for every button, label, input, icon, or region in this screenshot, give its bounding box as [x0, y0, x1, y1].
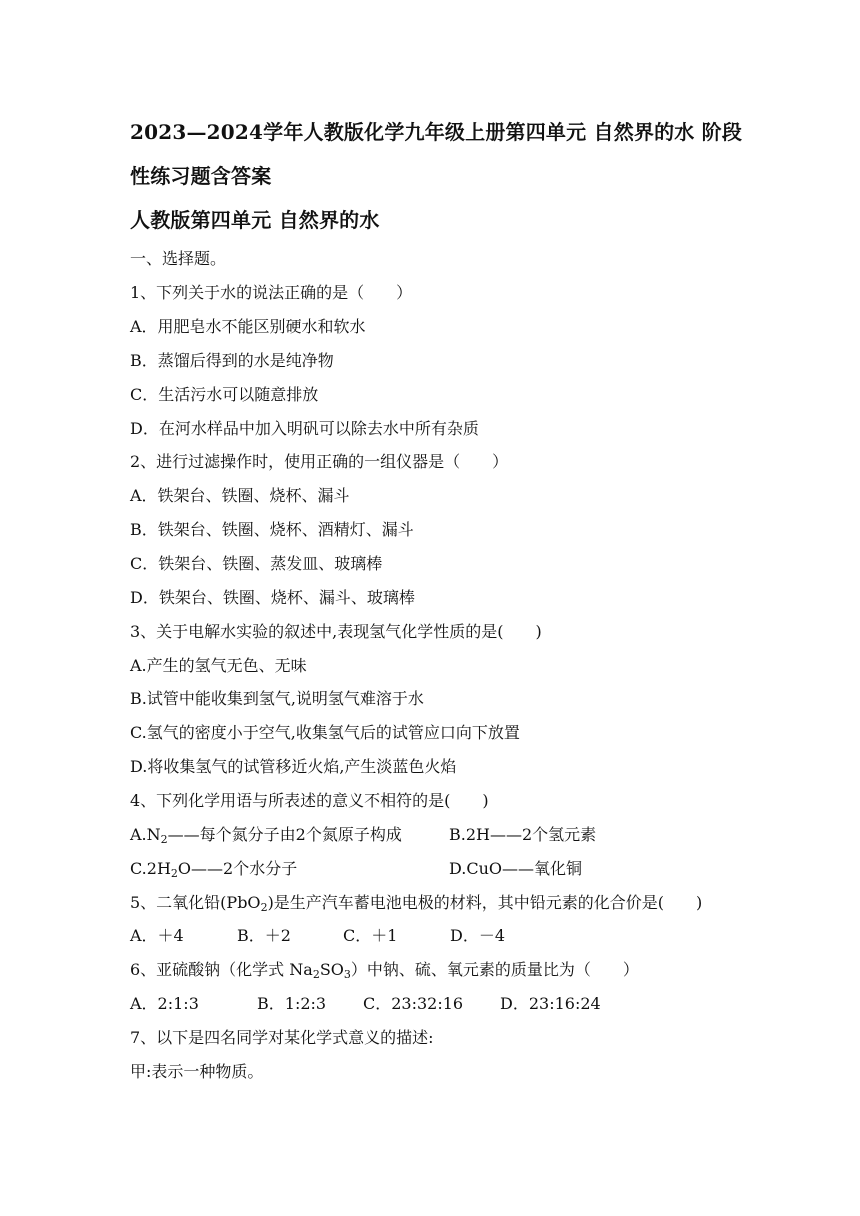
q5-option-a: A．＋4 [130, 926, 184, 945]
q2-option-b: B．铁架台、铁圈、烧杯、酒精灯、漏斗 [130, 520, 414, 539]
document-title-line1: 2023—2024学年人教版化学九年级上册第四单元 自然界的水 阶段 [130, 120, 743, 144]
q5-stem: 5、二氧化铅(PbO$_2$)是生产汽车蓄电池电极的材料，其中铅元素的化合价是( ) [130, 893, 703, 914]
q6-stem: 6、亚硫酸钠（化学式 $Na_2SO_3$）中钠、硫、氧元素的质量比为（ ） [130, 960, 639, 981]
q6-option-d: D．23:16:24 [500, 994, 601, 1013]
q3-option-d: D.将收集氢气的试管移近火焰,产生淡蓝色火焰 [130, 757, 457, 776]
q3-stem: 3、关于电解水实验的叙述中,表现氢气化学性质的是( ) [130, 622, 542, 641]
q7-stem: 7、以下是四名同学对某化学式意义的描述: [130, 1028, 434, 1047]
q2-option-a: A．铁架台、铁圈、烧杯、漏斗 [130, 486, 350, 505]
unit-heading: 人教版第四单元 自然界的水 [130, 208, 380, 232]
q1-option-c: C．生活污水可以随意排放 [130, 385, 319, 404]
q1-option-a: A．用肥皂水不能区别硬水和软水 [130, 317, 366, 336]
q4-option-d: D.CuO——氧化铜 [449, 859, 583, 878]
section-heading: 一、选择题。 [130, 249, 227, 268]
q6-option-c: C．23:32:16 [363, 994, 464, 1013]
q5-option-b: B．＋2 [237, 926, 291, 945]
q6-option-b: B．1:2:3 [257, 994, 327, 1013]
q2-option-c: C．铁架台、铁圈、蒸发皿、玻璃棒 [130, 554, 383, 573]
q5-option-c: C．＋1 [343, 926, 398, 945]
q1-option-b: B．蒸馏后得到的水是纯净物 [130, 351, 334, 370]
q4-option-c: $C.2H_2O——2$个水分子 [130, 859, 298, 880]
q1-option-d: D．在河水样品中加入明矾可以除去水中所有杂质 [130, 419, 479, 438]
q3-option-c: C.氢气的密度小于空气,收集氢气后的试管应口向下放置 [130, 723, 520, 742]
q4-option-b: B.2H——2个氢元素 [449, 825, 597, 844]
q4-option-a: $A.N_2——$每个氮分子由2个氮原子构成 [130, 825, 402, 846]
q3-option-b: B.试管中能收集到氢气,说明氢气难溶于水 [130, 689, 424, 708]
document-title-line2: 性练习题含答案 [130, 164, 272, 188]
q2-stem: 2、进行过滤操作时，使用正确的一组仪器是（ ） [130, 452, 509, 471]
q1-stem: 1、下列关于水的说法正确的是（ ） [130, 283, 413, 302]
q2-option-d: D．铁架台、铁圈、烧杯、漏斗、玻璃棒 [130, 588, 415, 607]
q4-stem: 4、下列化学用语与所表述的意义不相符的是( ) [130, 791, 489, 810]
q5-option-d: D．－4 [450, 926, 506, 945]
q6-option-a: A．2:1:3 [130, 994, 199, 1013]
q7-statement-jia: 甲:表示一种物质。 [130, 1062, 264, 1081]
q3-option-a: A.产生的氢气无色、无味 [130, 656, 307, 675]
